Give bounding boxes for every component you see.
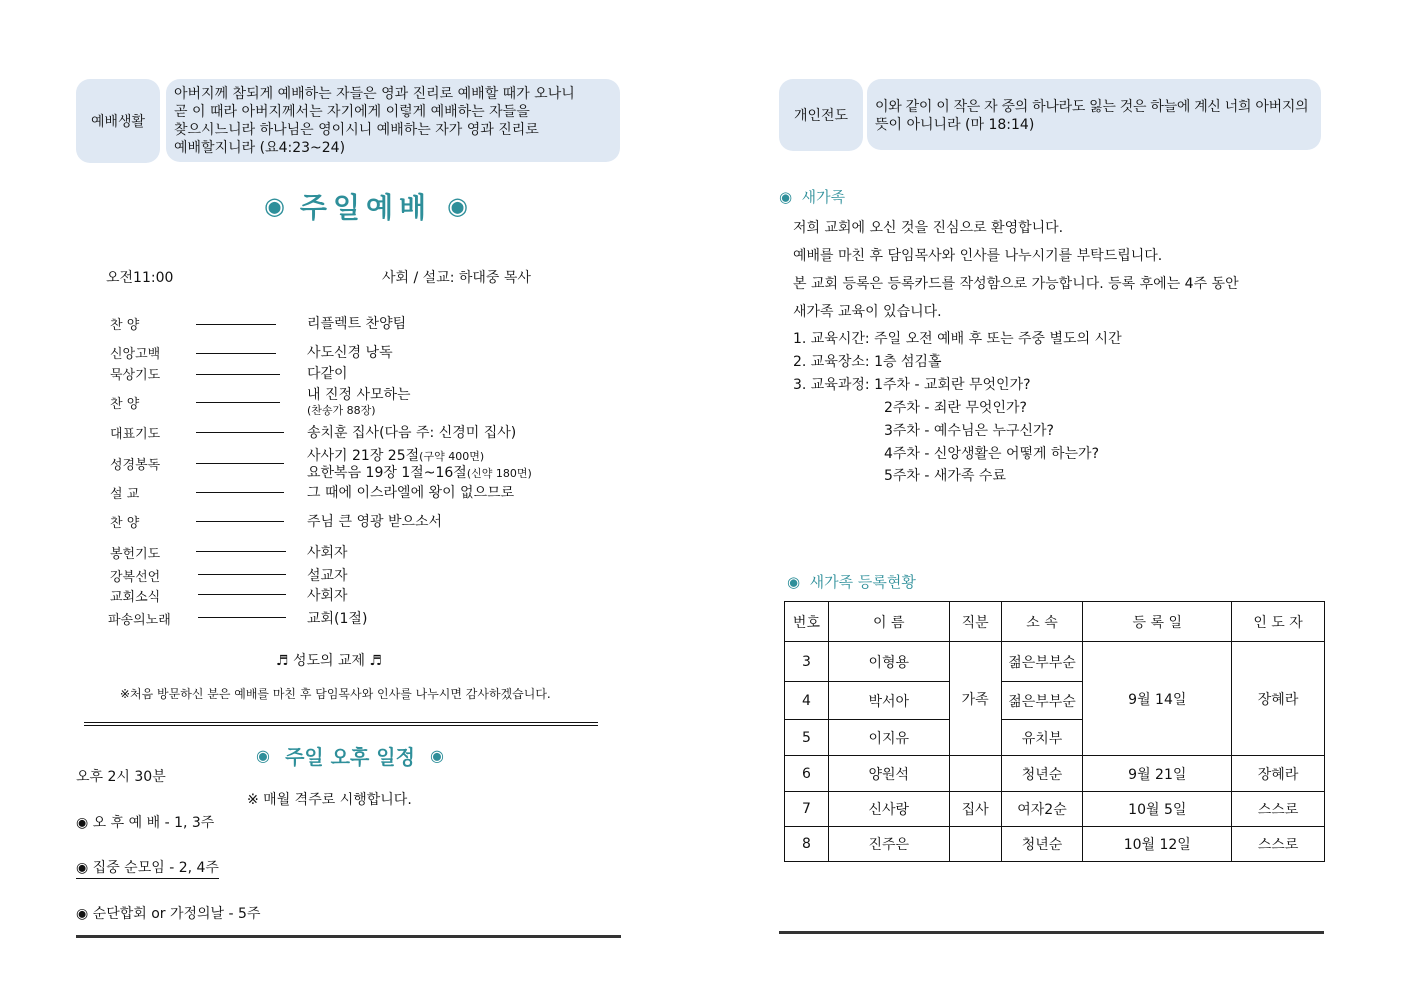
cell-group: 청년순	[1001, 756, 1083, 792]
cell-no: 3	[785, 642, 829, 682]
header-cell: 이 름	[828, 602, 949, 642]
cell-name: 박서아	[828, 682, 949, 720]
cell-group: 청년순	[1001, 827, 1083, 862]
cell-group: 여자2순	[1001, 792, 1083, 827]
order-divider	[196, 551, 286, 552]
order-divider	[198, 574, 286, 575]
cell-name: 이형용	[828, 642, 949, 682]
table-header-row	[785, 602, 1325, 642]
cell-no: 7	[785, 792, 829, 827]
evangelism-tag-label: 개인전도	[793, 108, 849, 124]
cell-role	[949, 756, 1001, 792]
header-cell: 소 속	[1001, 602, 1083, 642]
afternoon-item	[76, 857, 219, 879]
cell-no: 5	[785, 720, 829, 756]
order-divider	[196, 374, 280, 375]
registration-table	[784, 601, 1325, 862]
afternoon-title-text: 주일 오후 일정	[285, 744, 415, 769]
cell-no: 6	[785, 756, 829, 792]
order-value: 그 때에 이스라엘에 왕이 없으므로	[307, 485, 515, 501]
order-label: 찬 양	[110, 318, 140, 333]
order-label: 성경봉독	[110, 458, 161, 473]
table-row	[785, 642, 1325, 682]
edu-line: 3. 교육과정: 1주차 - 교회란 무엇인가?	[793, 377, 1031, 393]
order-divider	[196, 432, 284, 433]
newcomer-heading-text: 새가족	[801, 188, 846, 206]
quote-line: 곧 이 때라 아버지께서는 자기에게 이렇게 예배하는 자들을	[174, 104, 530, 120]
newcomer-line: 예배를 마친 후 담임목사와 인사를 나누시기를 부탁드립니다.	[793, 248, 1163, 264]
cell-group: 젊은부부순	[1001, 682, 1083, 720]
order-divider	[196, 521, 284, 522]
order-value	[307, 462, 532, 482]
quote-line: 아버지께 참되게 예배하는 자들은 영과 진리로 예배할 때가 오나니	[174, 86, 575, 102]
radio-icon: ◉	[76, 815, 89, 831]
scripture-nt-page: (신약 180면)	[466, 467, 532, 480]
order-divider	[196, 463, 284, 464]
cell-guide: 스스로	[1232, 827, 1325, 862]
edu-line: 1. 교육시간: 주일 오전 예배 후 또는 주중 별도의 시간	[793, 331, 1122, 347]
order-value: 리플렉트 찬양팀	[307, 316, 407, 332]
bullet-icon: ◉	[264, 192, 285, 220]
newcomer-line: 저희 교회에 오신 것을 진심으로 환영합니다.	[793, 220, 1064, 236]
order-label: 봉헌기도	[110, 547, 161, 562]
worship-quote	[166, 79, 620, 162]
header-cell: 인 도 자	[1232, 602, 1325, 642]
cell-group: 유치부	[1001, 720, 1083, 756]
sunday-service-title-text: 주일예배	[299, 191, 433, 224]
service-time: 오전11:00	[106, 270, 174, 286]
order-divider	[198, 617, 286, 618]
quote-line: 이와 같이 이 작은 자 중의 하나라도 잃는 것은 하늘에 계신 너희 아버지의	[875, 99, 1309, 115]
order-subvalue: (찬송가 88장)	[307, 404, 376, 417]
cell-guide: 장혜라	[1232, 756, 1325, 792]
cell-role	[949, 827, 1001, 862]
bullet-icon: ◉	[787, 573, 801, 591]
cell-name: 양원석	[828, 756, 949, 792]
cell-no: 4	[785, 682, 829, 720]
cell-guide: 스스로	[1232, 792, 1325, 827]
newcomer-line: 본 교회 등록은 등록카드를 작성함으로 가능합니다. 등록 후에는 4주 동안	[793, 276, 1239, 292]
section-divider	[84, 722, 598, 726]
cell-name: 진주은	[828, 827, 949, 862]
order-value: 내 진정 사모하는	[307, 387, 411, 403]
evangelism-quote	[867, 79, 1321, 150]
table-row	[785, 756, 1325, 792]
cell-guide: 장혜라	[1232, 642, 1325, 756]
order-label: 묵상기도	[110, 368, 161, 383]
cell-date: 10월 5일	[1083, 792, 1232, 827]
order-divider	[198, 594, 286, 595]
bullet-icon: ◉	[779, 188, 793, 206]
scripture-nt: 요한복음 19장 1절~16절	[307, 465, 467, 481]
table-row	[785, 792, 1325, 827]
registration-heading-text: 새가족 등록현황	[809, 573, 916, 591]
page-bottom-rule	[76, 935, 621, 938]
order-value: 사도신경 낭독	[307, 345, 393, 361]
scripture-ot: 사사기 21장 25절	[307, 448, 420, 464]
order-label: 교회소식	[110, 590, 161, 605]
worship-life-tag-label: 예배생활	[90, 114, 146, 130]
edu-course: 5주차 - 새가족 수료	[884, 468, 1006, 484]
cell-role: 집사	[949, 792, 1001, 827]
quote-line: 예배할지니라 (요4:23~24)	[174, 140, 346, 156]
edu-course: 4주차 - 신앙생활은 어떻게 하는가?	[884, 446, 1100, 462]
cell-role: 가족	[949, 642, 1001, 756]
cell-name: 이지유	[828, 720, 949, 756]
order-value: 설교자	[307, 568, 348, 584]
afternoon-item-text: 오 후 예 배 - 1, 3주	[92, 815, 215, 831]
header-cell: 등 록 일	[1083, 602, 1232, 642]
quote-line: 뜻이 아니니라 (마 18:14)	[875, 117, 1035, 133]
edu-course: 2주차 - 죄란 무엇인가?	[884, 400, 1027, 416]
order-divider	[196, 324, 276, 325]
scripture-ot-page: (구약 400면)	[419, 450, 485, 463]
header-cell: 번호	[785, 602, 829, 642]
radio-icon: ◉	[76, 860, 89, 876]
edu-line: 2. 교육장소: 1층 섬김홀	[793, 354, 942, 370]
afternoon-item-text: 집중 순모임 - 2, 4주	[92, 860, 219, 876]
cell-group: 젊은부부순	[1001, 642, 1083, 682]
bullet-icon: ◉	[430, 745, 444, 765]
sunday-service-title	[264, 186, 468, 226]
order-label: 찬 양	[110, 516, 140, 531]
order-label: 대표기도	[110, 427, 161, 442]
order-value: 사회자	[307, 545, 348, 561]
fellowship-line: ♬ 성도의 교제 ♬	[276, 653, 383, 669]
order-label: 강복선언	[110, 570, 161, 585]
order-value: 송치훈 집사(다음 주: 신경미 집사)	[307, 425, 517, 441]
order-divider	[196, 402, 280, 403]
visitor-notice: ※처음 방문하신 분은 예배를 마친 후 담임목사와 인사를 나누시면 감사하겠습니다.	[120, 687, 551, 701]
order-label: 파송의노래	[108, 613, 171, 628]
afternoon-item-text: 순단합회 or 가정의날 - 5주	[92, 906, 261, 922]
page-bottom-rule	[779, 931, 1324, 934]
afternoon-note: ※ 매월 격주로 시행합니다.	[247, 792, 412, 808]
order-divider	[196, 353, 276, 354]
cell-date: 9월 21일	[1083, 756, 1232, 792]
bullet-icon: ◉	[447, 192, 468, 220]
order-label: 설 교	[110, 487, 140, 502]
afternoon-time: 오후 2시 30분	[76, 769, 166, 785]
evangelism-tag	[779, 79, 863, 151]
cell-date: 10월 12일	[1083, 827, 1232, 862]
afternoon-title	[256, 741, 444, 769]
order-value: 사회자	[307, 588, 348, 604]
table-row	[785, 827, 1325, 862]
order-value: 다같이	[307, 366, 348, 382]
afternoon-item	[76, 812, 214, 832]
cell-no: 8	[785, 827, 829, 862]
cell-name: 신사랑	[828, 792, 949, 827]
registration-heading	[787, 571, 916, 592]
cell-date: 9월 14일	[1083, 642, 1232, 756]
bullet-icon: ◉	[256, 745, 270, 765]
order-value: 교회(1절)	[307, 611, 368, 627]
worship-life-tag	[76, 79, 160, 163]
order-label: 신앙고백	[110, 347, 161, 362]
afternoon-item	[76, 903, 260, 923]
order-label: 찬 양	[110, 397, 140, 412]
newcomer-line: 새가족 교육이 있습니다.	[793, 304, 942, 320]
order-value: 주님 큰 영광 받으소서	[307, 514, 443, 530]
service-leader: 사회 / 설교: 하대중 목사	[382, 270, 531, 286]
edu-course: 3주차 - 예수님은 누구신가?	[884, 423, 1054, 439]
order-divider	[196, 492, 284, 493]
header-cell: 직분	[949, 602, 1001, 642]
newcomer-heading	[779, 186, 845, 207]
quote-line: 찾으시느니라 하나님은 영이시니 예배하는 자가 영과 진리로	[174, 122, 539, 138]
radio-icon: ◉	[76, 906, 89, 922]
